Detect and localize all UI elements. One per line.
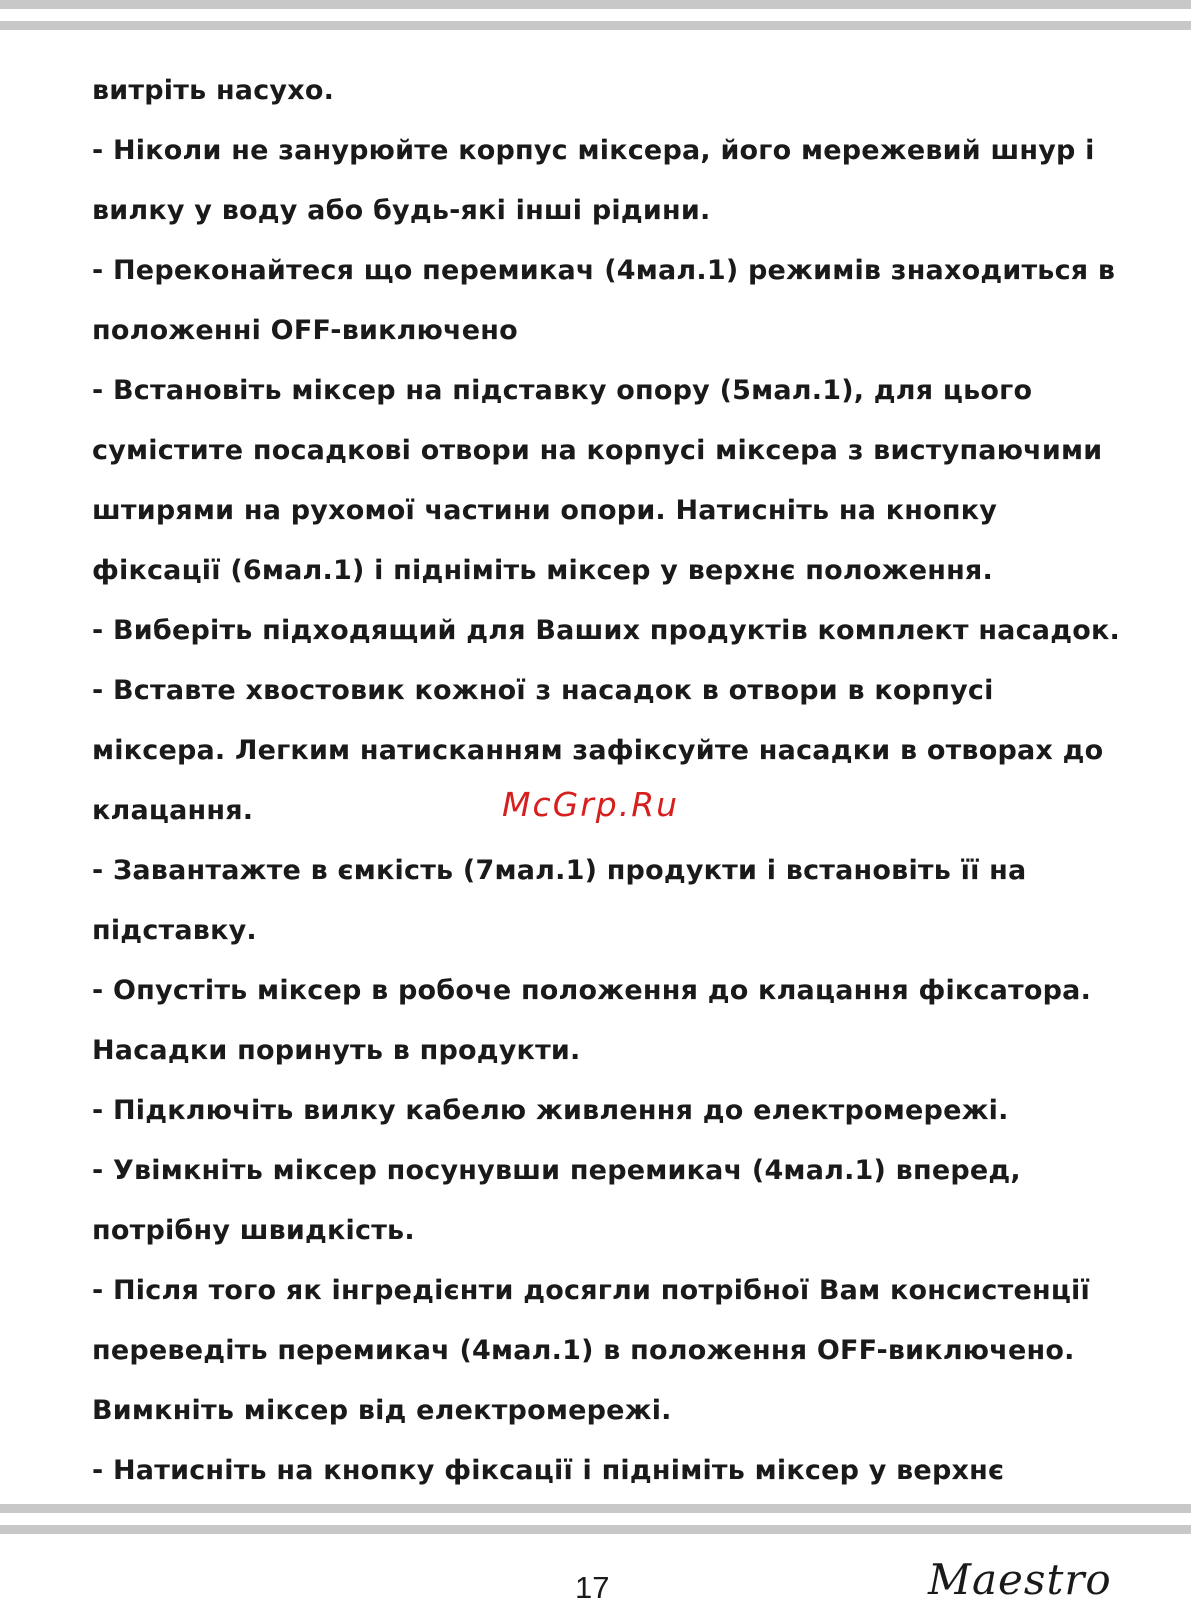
text-line: витріть насухо. [92,75,335,106]
text-line: Насадки поринуть в продукти. [92,1035,581,1066]
text-line: - Натисніть на кнопку фіксації і підніміть міксер у верхнє [92,1455,1005,1486]
text-line: - Підключіть вилку кабелю живлення до електромережі. [92,1095,1009,1126]
text-line: Вимкніть міксер від електромережі. [92,1395,672,1426]
header-rule-1 [0,0,1191,9]
text-line: - Завантажте в ємкість (7мал.1) продукти і встановіть її на [92,855,1027,886]
watermark: McGrp.Ru [502,785,680,824]
text-line: сумістите посадкові отвори на корпусі міксера з виступаючими [92,435,1103,466]
footer-rule-2 [0,1525,1191,1534]
text-line: вилку у воду або будь-які інші рідини. [92,195,711,226]
header-rule-2 [0,21,1191,30]
text-line: - Переконайтеся що перемикач (4мал.1) режимів знаходиться в [92,255,1116,286]
text-line: потрібну швидкість. [92,1215,415,1246]
footer-rule-1 [0,1504,1191,1513]
text-line: - Опустіть міксер в робоче положення до клацання фіксатора. [92,975,1092,1006]
text-line: - Вставте хвостовик кожної з насадок в отвори в корпусі [92,675,994,706]
text-line: - Виберіть підходящий для Ваших продуктів комплект насадок. [92,615,1120,646]
text-line: - Після того як інгредієнти досягли потрібної Вам консистенції [92,1275,1090,1306]
text-line: - Встановіть міксер на підставку опору (5мал.1), для цього [92,375,1033,406]
text-line: - Ніколи не занурюйте корпус міксера, його мережевий шнур і [92,135,1095,166]
text-line: підставку. [92,915,257,946]
text-line: клацання. [92,795,254,826]
text-line: - Увімкніть міксер посунувши перемикач (4мал.1) вперед, [92,1155,1021,1186]
text-line: фіксації (6мал.1) і підніміть міксер у верхнє положення. [92,555,993,586]
text-line: положенні OFF-виключено [92,315,518,346]
page-number: 17 [575,1570,610,1605]
text-line: переведіть перемикач (4мал.1) в положення OFF-виключено. [92,1335,1075,1366]
instructions-text [92,61,1122,1501]
brand-logo: Maestro [928,1555,1112,1604]
text-line: міксера. Легким натисканням зафіксуйте насадки в отворах до [92,735,1104,766]
text-line: штирями на рухомої частини опори. Натисніть на кнопку [92,495,998,526]
